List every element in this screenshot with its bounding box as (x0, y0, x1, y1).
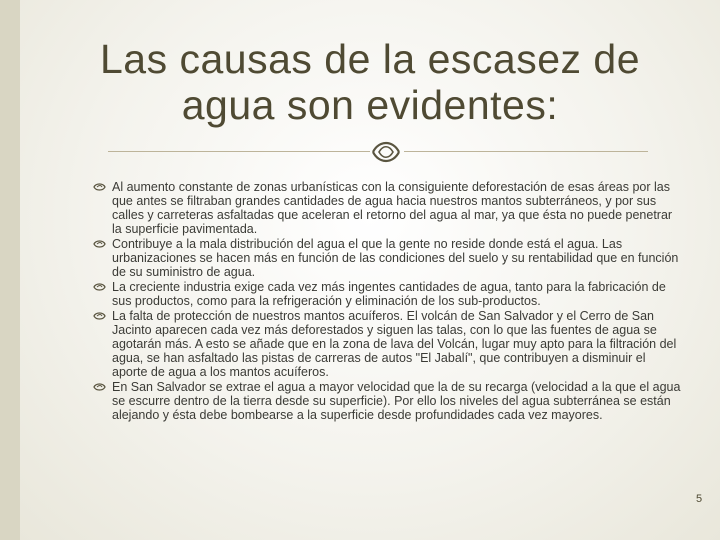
bullet-item (93, 280, 683, 308)
bullet-text: Al aumento constante de zonas urbanísticas con la consiguiente deforestación de esas áreas por las que antes se filtraban grandes cantidades de agua hacia nuestros mantos subterráneos, y por sus calles y carreteras asfaltadas que aceleran el retorno del agua al mar, ya que ésta no puede penetrar la superficie pavimentada. (112, 180, 673, 236)
bullet-list (93, 180, 683, 423)
ornament-bullet-icon (93, 182, 106, 192)
page-number: 5 (696, 493, 703, 505)
bullet-item (93, 180, 683, 236)
title-rule-right (404, 151, 648, 152)
slide (20, 0, 720, 540)
bullet-item (93, 309, 683, 379)
ornament-bullet-icon (93, 382, 106, 392)
ornament-bullet-icon (93, 311, 106, 321)
bullet-text: En San Salvador se extrae el agua a mayor velocidad que la de su recarga (velocidad a la que el agua se escurre dentro de la tierra desde su superficie). Por ello los niveles del agua subterránea se están alejando y ésta debe bombearse a la superficie desde profundidades cada vez mayores. (112, 380, 681, 422)
bullet-item (93, 380, 683, 422)
bullet-text: Contribuye a la mala distribución del agua el que la gente no reside donde está el agua. Las urbanizaciones se hacen más en función de las condiciones del suelo y su rentabilidad que en función de su suministro de agua. (112, 237, 679, 279)
title-rule-left (108, 151, 370, 152)
ornament-bullet-icon (93, 282, 106, 292)
slide-title: Las causas de la escasez de agua son evidentes: (100, 36, 640, 128)
ornament-bullet-icon (93, 239, 106, 249)
decorative-ornament-icon (369, 138, 403, 166)
bullet-text: La falta de protección de nuestros mantos acuíferos. El volcán de San Salvador y el Cerro de San Jacinto aparecen cada vez más deforestados y siguen las talas, con lo que las fuentes de agua se agotarán más. A esto se añade que en la zona de lava del Volcán, lugar muy apto para la filtración del agua, se han asfaltado las pistas de carreras de autos "El Jabalí", que contribuyen a disminuir el aporte de agua a los mantos acuíferos. (112, 309, 677, 379)
bullet-item (93, 237, 683, 279)
bullet-text: La creciente industria exige cada vez más ingentes cantidades de agua, tanto para la fabricación de sus productos, como para la refrigeración y eliminación de los sub-productos. (112, 280, 666, 308)
